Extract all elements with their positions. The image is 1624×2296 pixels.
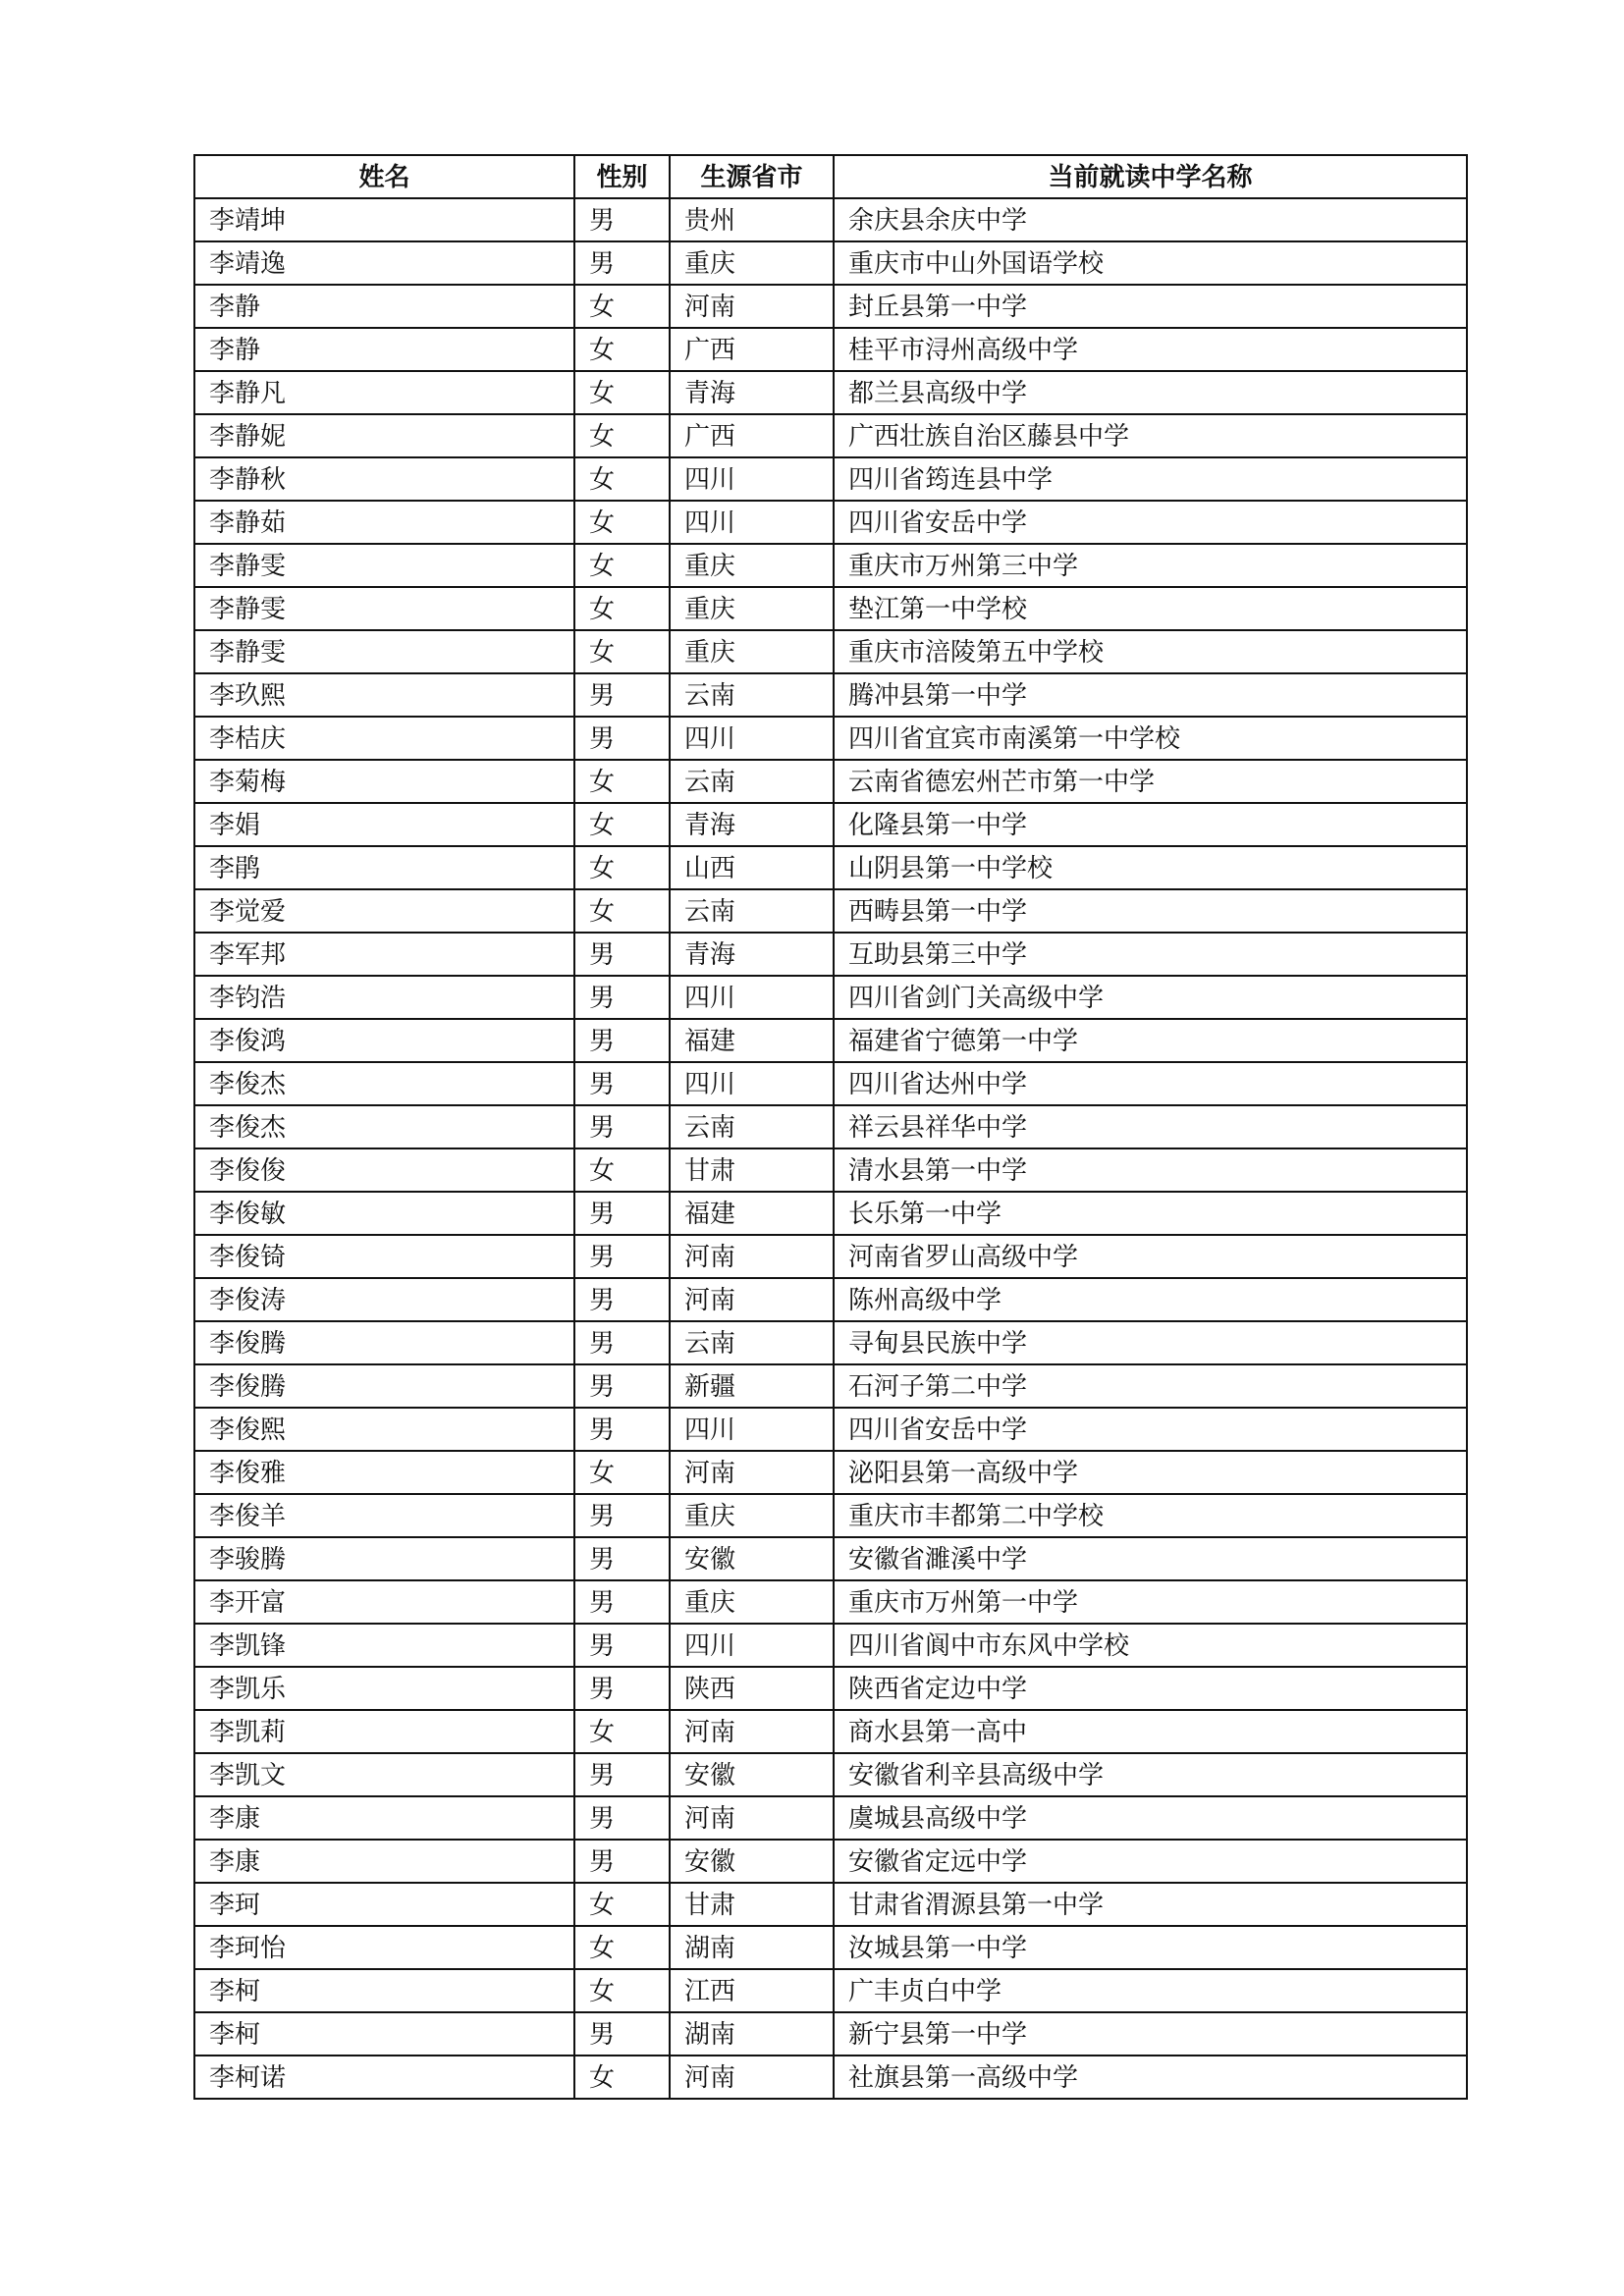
cell-school: 虞城县高级中学 [834, 1796, 1467, 1840]
cell-school: 甘肃省渭源县第一中学 [834, 1883, 1467, 1926]
cell-gender: 女 [574, 1926, 670, 1969]
cell-gender: 男 [574, 1019, 670, 1062]
table-row [194, 673, 1467, 717]
table-row [194, 846, 1467, 889]
header-province: 生源省市 [670, 155, 834, 198]
cell-gender: 女 [574, 2056, 670, 2099]
cell-gender: 女 [574, 285, 670, 328]
cell-province: 甘肃 [670, 1883, 834, 1926]
cell-school: 陕西省定边中学 [834, 1667, 1467, 1710]
cell-name: 李静凡 [194, 371, 574, 414]
cell-province: 安徽 [670, 1537, 834, 1580]
cell-province: 湖南 [670, 2012, 834, 2056]
cell-gender: 女 [574, 1451, 670, 1494]
cell-school: 安徽省定远中学 [834, 1840, 1467, 1883]
cell-name: 李俊羊 [194, 1494, 574, 1537]
cell-school: 广西壮族自治区藤县中学 [834, 414, 1467, 457]
cell-name: 李康 [194, 1796, 574, 1840]
table-row [194, 2056, 1467, 2099]
table-row [194, 1883, 1467, 1926]
cell-gender: 女 [574, 328, 670, 371]
table-row [194, 457, 1467, 501]
cell-gender: 男 [574, 976, 670, 1019]
cell-name: 李靖逸 [194, 241, 574, 285]
cell-gender: 女 [574, 760, 670, 803]
cell-province: 河南 [670, 285, 834, 328]
cell-school: 云南省德宏州芒市第一中学 [834, 760, 1467, 803]
cell-gender: 男 [574, 1667, 670, 1710]
cell-school: 寻甸县民族中学 [834, 1321, 1467, 1364]
cell-school: 新宁县第一中学 [834, 2012, 1467, 2056]
table-row [194, 198, 1467, 241]
cell-province: 四川 [670, 1624, 834, 1667]
cell-gender: 男 [574, 1408, 670, 1451]
cell-school: 四川省达州中学 [834, 1062, 1467, 1105]
cell-name: 李凯文 [194, 1753, 574, 1796]
cell-name: 李柯诺 [194, 2056, 574, 2099]
cell-province: 云南 [670, 1321, 834, 1364]
table-row [194, 630, 1467, 673]
cell-name: 李俊腾 [194, 1321, 574, 1364]
cell-gender: 女 [574, 846, 670, 889]
table-row [194, 889, 1467, 933]
cell-gender: 女 [574, 889, 670, 933]
cell-gender: 男 [574, 673, 670, 717]
cell-school: 河南省罗山高级中学 [834, 1235, 1467, 1278]
cell-name: 李静茹 [194, 501, 574, 544]
table-row [194, 1667, 1467, 1710]
table-row [194, 1969, 1467, 2012]
cell-name: 李军邦 [194, 933, 574, 976]
header-name: 姓名 [194, 155, 574, 198]
cell-province: 云南 [670, 1105, 834, 1148]
table-row [194, 1537, 1467, 1580]
cell-name: 李静雯 [194, 587, 574, 630]
table-row [194, 1624, 1467, 1667]
table-row [194, 371, 1467, 414]
cell-gender: 男 [574, 1840, 670, 1883]
cell-province: 安徽 [670, 1753, 834, 1796]
cell-school: 互助县第三中学 [834, 933, 1467, 976]
cell-province: 贵州 [670, 198, 834, 241]
table-row [194, 587, 1467, 630]
cell-gender: 男 [574, 1235, 670, 1278]
cell-province: 四川 [670, 457, 834, 501]
cell-school: 四川省阆中市东风中学校 [834, 1624, 1467, 1667]
cell-name: 李静雯 [194, 630, 574, 673]
cell-gender: 男 [574, 198, 670, 241]
cell-gender: 女 [574, 1883, 670, 1926]
table-row [194, 1062, 1467, 1105]
cell-name: 李俊锜 [194, 1235, 574, 1278]
table-row [194, 544, 1467, 587]
cell-province: 四川 [670, 501, 834, 544]
student-table [193, 154, 1468, 2100]
cell-gender: 女 [574, 1148, 670, 1192]
cell-gender: 男 [574, 933, 670, 976]
cell-name: 李娟 [194, 803, 574, 846]
table-row [194, 717, 1467, 760]
cell-name: 李静 [194, 328, 574, 371]
table-row [194, 933, 1467, 976]
cell-province: 广西 [670, 328, 834, 371]
cell-province: 重庆 [670, 630, 834, 673]
table-row [194, 760, 1467, 803]
cell-school: 重庆市中山外国语学校 [834, 241, 1467, 285]
cell-province: 河南 [670, 1710, 834, 1753]
cell-gender: 女 [574, 414, 670, 457]
cell-school: 余庆县余庆中学 [834, 198, 1467, 241]
cell-gender: 男 [574, 241, 670, 285]
cell-school: 重庆市万州第三中学 [834, 544, 1467, 587]
cell-province: 四川 [670, 717, 834, 760]
cell-school: 化隆县第一中学 [834, 803, 1467, 846]
table-row [194, 1494, 1467, 1537]
cell-name: 李俊熙 [194, 1408, 574, 1451]
cell-school: 桂平市浔州高级中学 [834, 328, 1467, 371]
cell-name: 李珂怡 [194, 1926, 574, 1969]
cell-province: 云南 [670, 673, 834, 717]
table-row [194, 1753, 1467, 1796]
cell-province: 云南 [670, 760, 834, 803]
cell-name: 李觉爱 [194, 889, 574, 933]
cell-name: 李静妮 [194, 414, 574, 457]
cell-name: 李俊雅 [194, 1451, 574, 1494]
cell-gender: 男 [574, 1062, 670, 1105]
cell-province: 青海 [670, 803, 834, 846]
cell-name: 李菊梅 [194, 760, 574, 803]
cell-name: 李俊敏 [194, 1192, 574, 1235]
cell-province: 重庆 [670, 241, 834, 285]
cell-province: 青海 [670, 371, 834, 414]
cell-school: 福建省宁德第一中学 [834, 1019, 1467, 1062]
table-row [194, 1148, 1467, 1192]
cell-name: 李俊俊 [194, 1148, 574, 1192]
cell-gender: 男 [574, 1537, 670, 1580]
cell-province: 江西 [670, 1969, 834, 2012]
table-row [194, 1235, 1467, 1278]
table-row [194, 1710, 1467, 1753]
table-row [194, 1278, 1467, 1321]
cell-gender: 女 [574, 457, 670, 501]
cell-gender: 男 [574, 1624, 670, 1667]
cell-school: 四川省安岳中学 [834, 1408, 1467, 1451]
cell-school: 腾冲县第一中学 [834, 673, 1467, 717]
table-row [194, 1840, 1467, 1883]
cell-name: 李钧浩 [194, 976, 574, 1019]
cell-name: 李玖熙 [194, 673, 574, 717]
cell-gender: 男 [574, 1580, 670, 1624]
cell-name: 李鹃 [194, 846, 574, 889]
cell-school: 重庆市涪陵第五中学校 [834, 630, 1467, 673]
cell-name: 李桔庆 [194, 717, 574, 760]
table-row [194, 1580, 1467, 1624]
cell-gender: 女 [574, 501, 670, 544]
cell-school: 重庆市丰都第二中学校 [834, 1494, 1467, 1537]
cell-province: 河南 [670, 1451, 834, 1494]
table-row [194, 976, 1467, 1019]
cell-province: 重庆 [670, 587, 834, 630]
table-row [194, 803, 1467, 846]
cell-name: 李静秋 [194, 457, 574, 501]
header-gender: 性别 [574, 155, 670, 198]
table-row [194, 1796, 1467, 1840]
cell-school: 商水县第一高中 [834, 1710, 1467, 1753]
table-row [194, 2012, 1467, 2056]
cell-gender: 男 [574, 1278, 670, 1321]
cell-name: 李俊杰 [194, 1105, 574, 1148]
cell-gender: 女 [574, 371, 670, 414]
cell-province: 重庆 [670, 544, 834, 587]
cell-school: 陈州高级中学 [834, 1278, 1467, 1321]
cell-name: 李康 [194, 1840, 574, 1883]
cell-province: 河南 [670, 1278, 834, 1321]
table-row [194, 1926, 1467, 1969]
cell-school: 四川省宜宾市南溪第一中学校 [834, 717, 1467, 760]
table-row [194, 241, 1467, 285]
cell-province: 四川 [670, 976, 834, 1019]
cell-name: 李静 [194, 285, 574, 328]
cell-name: 李俊鸿 [194, 1019, 574, 1062]
cell-school: 石河子第二中学 [834, 1364, 1467, 1408]
cell-school: 四川省筠连县中学 [834, 457, 1467, 501]
cell-school: 四川省安岳中学 [834, 501, 1467, 544]
cell-gender: 女 [574, 803, 670, 846]
cell-name: 李俊杰 [194, 1062, 574, 1105]
table-body [194, 198, 1467, 2099]
cell-province: 河南 [670, 1796, 834, 1840]
cell-province: 河南 [670, 1235, 834, 1278]
cell-province: 河南 [670, 2056, 834, 2099]
table-row [194, 1451, 1467, 1494]
cell-name: 李静雯 [194, 544, 574, 587]
cell-school: 安徽省濉溪中学 [834, 1537, 1467, 1580]
cell-gender: 男 [574, 1753, 670, 1796]
cell-gender: 男 [574, 717, 670, 760]
cell-school: 都兰县高级中学 [834, 371, 1467, 414]
cell-school: 西畴县第一中学 [834, 889, 1467, 933]
cell-school: 安徽省利辛县高级中学 [834, 1753, 1467, 1796]
cell-province: 广西 [670, 414, 834, 457]
cell-province: 福建 [670, 1019, 834, 1062]
table-header-row [194, 155, 1467, 198]
cell-province: 四川 [670, 1408, 834, 1451]
cell-province: 重庆 [670, 1580, 834, 1624]
cell-name: 李骏腾 [194, 1537, 574, 1580]
header-school: 当前就读中学名称 [834, 155, 1467, 198]
cell-province: 云南 [670, 889, 834, 933]
cell-school: 广丰贞白中学 [834, 1969, 1467, 2012]
cell-gender: 男 [574, 1494, 670, 1537]
cell-province: 甘肃 [670, 1148, 834, 1192]
cell-gender: 女 [574, 630, 670, 673]
cell-name: 李开富 [194, 1580, 574, 1624]
cell-school: 垫江第一中学校 [834, 587, 1467, 630]
table-row [194, 1408, 1467, 1451]
cell-gender: 男 [574, 2012, 670, 2056]
cell-name: 李凯乐 [194, 1667, 574, 1710]
table-row [194, 1019, 1467, 1062]
cell-name: 李珂 [194, 1883, 574, 1926]
cell-name: 李凯莉 [194, 1710, 574, 1753]
table-row [194, 414, 1467, 457]
cell-gender: 女 [574, 1710, 670, 1753]
cell-province: 福建 [670, 1192, 834, 1235]
cell-school: 山阴县第一中学校 [834, 846, 1467, 889]
cell-gender: 男 [574, 1364, 670, 1408]
cell-school: 重庆市万州第一中学 [834, 1580, 1467, 1624]
table-row [194, 501, 1467, 544]
cell-gender: 男 [574, 1796, 670, 1840]
cell-school: 泌阳县第一高级中学 [834, 1451, 1467, 1494]
cell-province: 湖南 [670, 1926, 834, 1969]
cell-gender: 男 [574, 1321, 670, 1364]
table-row [194, 1364, 1467, 1408]
table-row [194, 328, 1467, 371]
cell-name: 李俊腾 [194, 1364, 574, 1408]
cell-gender: 女 [574, 1969, 670, 2012]
cell-province: 四川 [670, 1062, 834, 1105]
cell-name: 李柯 [194, 1969, 574, 2012]
cell-name: 李靖坤 [194, 198, 574, 241]
cell-province: 山西 [670, 846, 834, 889]
cell-gender: 男 [574, 1192, 670, 1235]
cell-school: 汝城县第一中学 [834, 1926, 1467, 1969]
cell-school: 社旗县第一高级中学 [834, 2056, 1467, 2099]
cell-gender: 女 [574, 587, 670, 630]
table-row [194, 1192, 1467, 1235]
cell-province: 安徽 [670, 1840, 834, 1883]
cell-name: 李俊涛 [194, 1278, 574, 1321]
table-row [194, 1105, 1467, 1148]
cell-province: 陕西 [670, 1667, 834, 1710]
cell-name: 李柯 [194, 2012, 574, 2056]
cell-school: 清水县第一中学 [834, 1148, 1467, 1192]
cell-gender: 女 [574, 544, 670, 587]
cell-province: 新疆 [670, 1364, 834, 1408]
cell-name: 李凯锋 [194, 1624, 574, 1667]
cell-school: 长乐第一中学 [834, 1192, 1467, 1235]
cell-gender: 男 [574, 1105, 670, 1148]
cell-school: 祥云县祥华中学 [834, 1105, 1467, 1148]
cell-school: 四川省剑门关高级中学 [834, 976, 1467, 1019]
cell-province: 重庆 [670, 1494, 834, 1537]
table-row [194, 285, 1467, 328]
cell-province: 青海 [670, 933, 834, 976]
cell-school: 封丘县第一中学 [834, 285, 1467, 328]
table-row [194, 1321, 1467, 1364]
